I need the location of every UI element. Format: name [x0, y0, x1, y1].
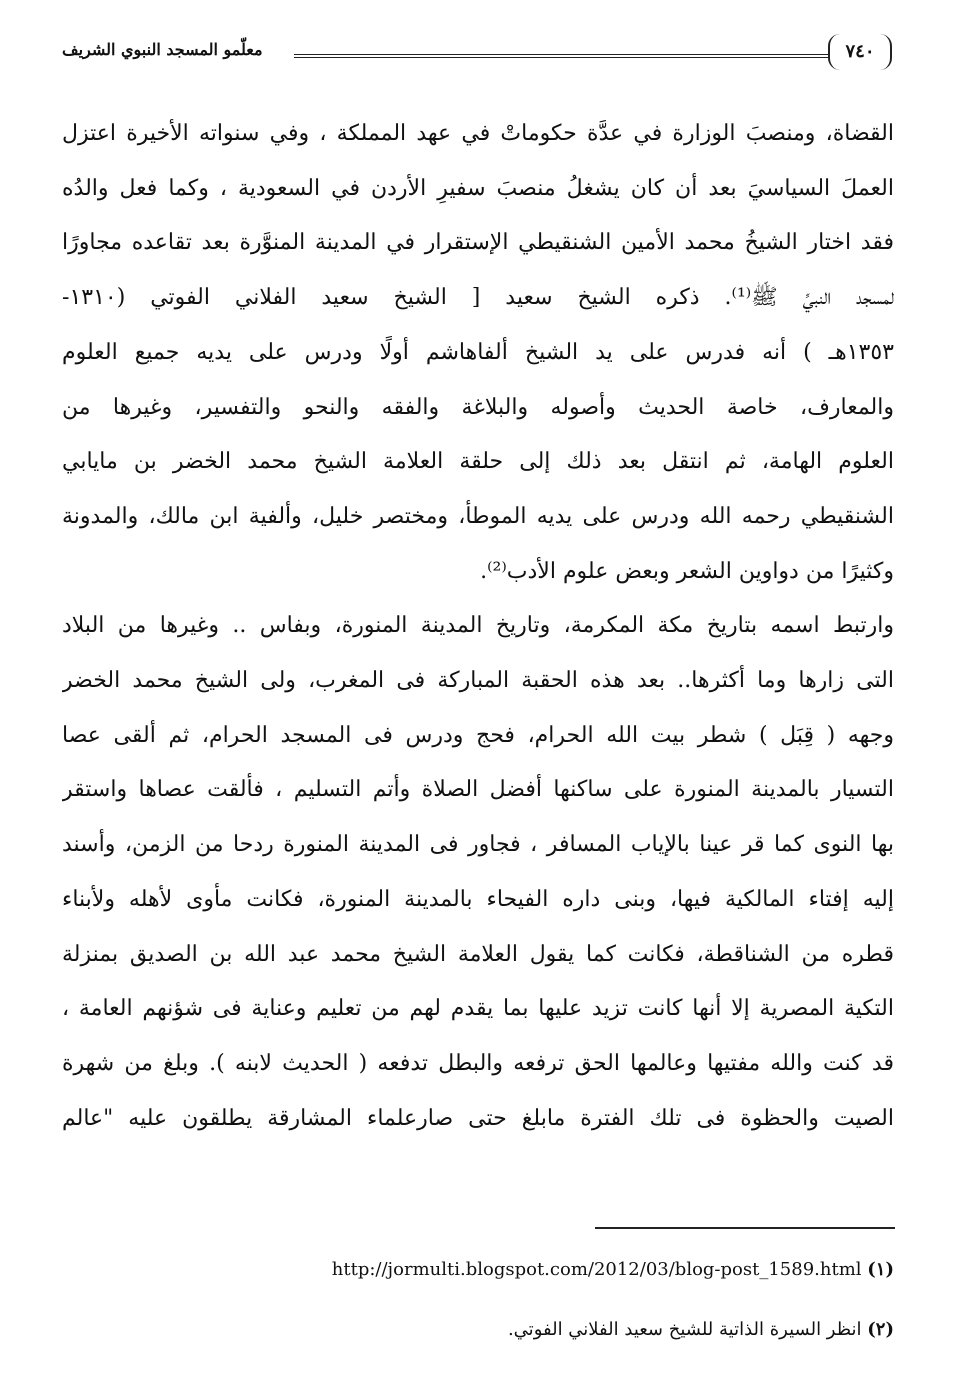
footnotes: [62, 1252, 894, 1372]
footnote-marker: (١): [867, 1259, 894, 1280]
footnote-1: [62, 1252, 894, 1312]
running-header: [62, 34, 896, 74]
text-line: قطره من الشناقطة، فكانت كما يقول العلامة الشيخ محمد عبد الله بن الصديق بمنزلة: [62, 941, 894, 967]
text-line: العلوم الهامة، ثم انتقل بعد ذلك إلى حلقة العلامة الشيخ محمد الخضر بن مايابي: [62, 449, 894, 475]
text-line: وكثيرًا من دواوين الشعر وبعض علوم الأدب⁽²⁾.: [480, 558, 894, 584]
footnote-2: [62, 1312, 894, 1372]
text-line: الصيت والحظوة فى تلك الفترة مابلغ حتى صارعلماء المشارقة يطلقون عليه "عالم: [62, 1105, 894, 1131]
body-text: [62, 107, 894, 1146]
text-line: والمعارف، خاصة الحديث وأصوله والبلاغة والفقه والنحو والتفسير، وغيرها من: [62, 394, 894, 420]
text-line: إليه إفتاء المالكية فيها، وبنى داره الفيحاء بالمدينة المنورة، فكانت مأوى لأهله ولأبناء: [62, 886, 894, 912]
text-line: العملَ السياسيَ بعد أن كان يشغلُ منصبَ سفيرِ الأردن في السعودية ، وكما فعل والدُه: [62, 175, 894, 201]
footnote-separator: [595, 1227, 895, 1229]
footnote-link[interactable]: http://jormulti.blogspot.com/2012/03/blog-post_1589.html: [331, 1259, 862, 1280]
text-line: وجهه ( قِبَل ) شطر بيت الله الحرام، فحج ودرس فى المسجد الحرام، ثم ألقى عصا: [62, 722, 894, 748]
text-line: قد كنت والله مفتيها وعالمها الحق ترفعه والبطل تدفعه ( الحديث لابنه ). وبلغ من شهرة: [62, 1050, 894, 1076]
text-line: لمسجد النبيِّ ﷺ⁽¹⁾. ذكره الشيخ سعيد [ الشيخ سعيد الفلاني الفوتي (١٣١٠-: [62, 285, 894, 311]
footnote-marker: (٢): [867, 1319, 894, 1340]
footnote-text: انظر السيرة الذاتية للشيخ سعيد الفلاني الفوتي.: [507, 1319, 862, 1340]
text-line: ١٣٥٣هـ ) أنه فدرس على يد الشيخ ألفاهاشم أولًا ودرس على يديه جميع العلوم: [62, 339, 894, 365]
text-line: فقد اختار الشيخُ محمد الأمين الشنقيطي الإستقرار في المدينة المنوَّرة بعد تقاعده مجاورًا: [62, 230, 894, 256]
text-line: بها النوى كما قر عينا بالإياب المسافر ، فجاور فى المدينة المنورة ردحا من الزمن، وأسند: [62, 832, 894, 858]
page-number: ٧٤٠: [828, 34, 892, 70]
text-line: التكية المصرية إلا أنها كانت تزيد عليها بما يقدم لهم من تعليم وعناية فى شؤنهم العامة ،: [62, 996, 894, 1022]
text-line: التى زارها وما أكثرها.. بعد هذه الحقبة المباركة فى المغرب، ولى الشيخ محمد الخضر: [62, 668, 894, 694]
text-line: التسيار بالمدينة المنورة على ساكنها أفضل الصلاة وأتم التسليم ، فألقت عصاها واستقر: [62, 777, 894, 803]
running-title: معلّمو المسجد النبوي الشريف: [62, 40, 263, 59]
text-line: وارتبط اسمه بتاريخ مكة المكرمة، وتاريخ المدينة المنورة، وبفاس .. وغيرها من البلاد: [62, 613, 894, 639]
header-rule: [294, 54, 828, 58]
text-line: القضاة، ومنصبَ الوزارة في عدَّة حكوماتْ في عهد المملكة ، وفي سنواته الأخيرة اعتزل: [62, 121, 894, 146]
text-line: الشنقيطي رحمه الله ودرس على يديه الموطأ، ومختصر خليل، وألفية ابن مالك، والمدونة: [62, 503, 894, 529]
